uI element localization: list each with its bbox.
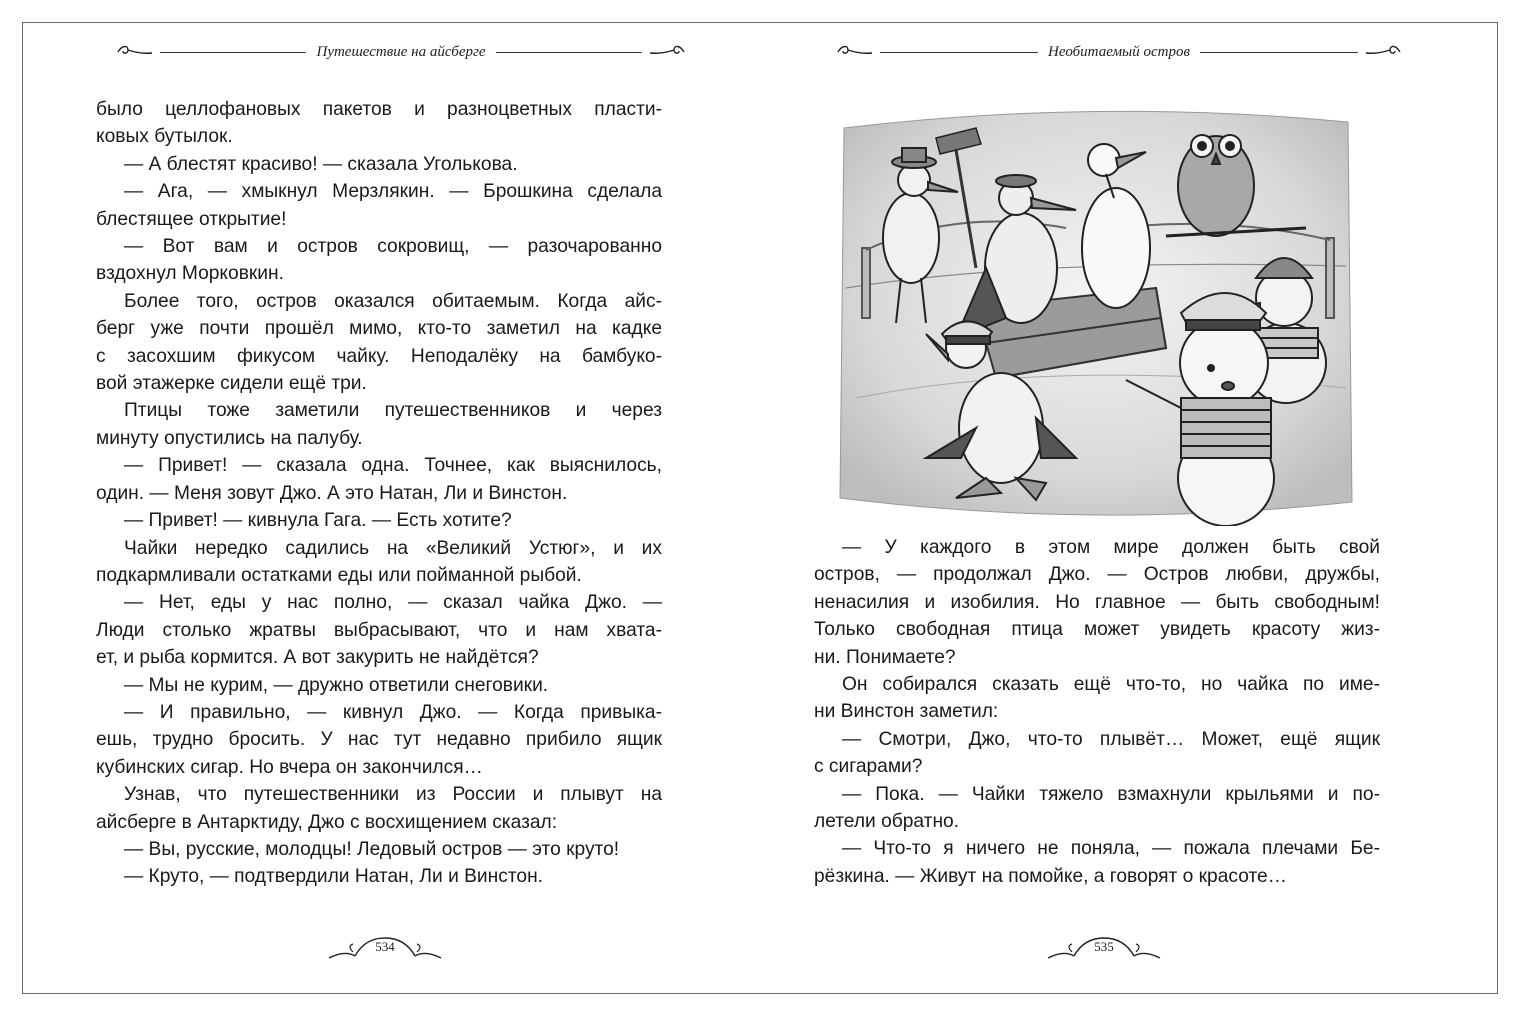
header-rule	[1200, 52, 1358, 53]
text-line: — Привет! — кивнула Гага. — Есть хотите?	[124, 510, 512, 532]
text-line: Люди столько жратвы выбрасывают, что и нам хвата-	[96, 619, 662, 641]
text-line: — Привет! — сказала одна. Точнее, как выяснилось,	[124, 455, 662, 477]
text-line: рёзкина. — Живут на помойке, а говорят о красоте…	[814, 865, 1287, 887]
text-line: Узнав, что путешественники из России и плывут на	[124, 784, 662, 806]
text-line: ет, и рыба кормится. А вот закурить не найдётся?	[96, 647, 539, 669]
left-page-number	[325, 932, 445, 962]
left-header-title: Путешествие на айсберге	[316, 43, 486, 60]
text-line: ковых бутылок.	[96, 126, 233, 148]
text-line: — Мы не курим, — дружно ответили снеговики.	[124, 674, 549, 696]
text-line: блестящее открытие!	[96, 208, 287, 230]
text-line: — Вот вам и остров сокровищ, — разочарованно	[124, 236, 662, 258]
text-line: айсберге в Антарктиду, Джо с восхищением сказал:	[96, 811, 558, 833]
text-line: кубинских сигар. Но вчера он закончился…	[96, 756, 483, 778]
text-line: ни. Понимаете?	[814, 646, 956, 668]
left-page-text	[96, 96, 662, 891]
text-line: с засохшим фикусом чайку. Неподалёку на бамбуко-	[96, 345, 662, 367]
text-line: — А блестят красиво! — сказала Уголькова.	[124, 153, 518, 175]
text-line: — Нет, еды у нас полно, — сказал чайка Джо. —	[124, 592, 662, 614]
text-line: — Круто, — подтвердили Натан, Ли и Винстон.	[124, 866, 544, 888]
text-line: с сигарами?	[814, 756, 923, 778]
right-page-number	[1044, 932, 1164, 962]
right-running-header	[836, 40, 1402, 64]
right-page-text	[814, 534, 1380, 890]
text-line: ешь, трудно бросить. У нас тут недавно прибило ящик	[96, 729, 662, 751]
text-line: — Ага, — хмыкнул Мерзлякин. — Брошкина сделала	[124, 181, 662, 203]
header-flourish-left-icon	[116, 43, 154, 61]
text-line: вой этажерке сидели ещё три.	[96, 373, 367, 395]
text-line: — Вы, русские, молодцы! Ледовый остров — это круто!	[124, 838, 620, 860]
seagulls-and-snowmen-illustration	[836, 98, 1356, 526]
header-flourish-left-icon	[836, 43, 874, 61]
text-line: один. — Меня зовут Джо. А это Натан, Ли и Винстон.	[96, 482, 568, 504]
text-line: — Что-то я ничего не поняла, — пожала плечами Бе-	[842, 838, 1380, 860]
text-line: Птицы тоже заметили путешественников и через	[124, 400, 662, 422]
text-line: ненасилия и изобилия. Но главное — быть свободным!	[814, 591, 1380, 613]
text-line: вздохнул Морковкин.	[96, 263, 284, 285]
text-line: — Смотри, Джо, что-то плывёт… Может, ещё ящик	[842, 728, 1380, 750]
header-rule	[496, 52, 642, 53]
left-running-header	[116, 40, 686, 64]
header-flourish-right-icon	[648, 43, 686, 61]
right-header-title: Необитаемый остров	[1048, 43, 1190, 60]
header-rule	[880, 52, 1038, 53]
header-rule	[160, 52, 306, 53]
text-line: — У каждого в этом мире должен быть свой	[842, 537, 1380, 558]
text-line: — И правильно, — кивнул Джо. — Когда привыка-	[124, 701, 662, 723]
text-line: Более того, остров оказался обитаемым. Когда айс-	[124, 290, 662, 312]
text-line: было целлофановых пакетов и разноцветных пласти-	[96, 99, 662, 120]
text-line: летели обратно.	[814, 811, 960, 833]
text-line: берг уже почти прошёл мимо, кто-то заметил на кадке	[96, 318, 662, 340]
text-line: — Пока. — Чайки тяжело взмахнули крыльями и по-	[842, 783, 1380, 805]
text-line: минуту опустились на палубу.	[96, 427, 363, 449]
text-line: Он собирался сказать ещё что-то, но чайка по име-	[842, 674, 1380, 696]
text-line: подкармливали остатками еды или пойманной рыбой.	[96, 564, 582, 586]
text-line: остров, — продолжал Джо. — Остров любви, дружбы,	[814, 564, 1380, 586]
header-flourish-right-icon	[1364, 43, 1402, 61]
text-line: ни Винстон заметил:	[814, 701, 999, 723]
page-number-text: 534	[375, 939, 395, 954]
text-line: Чайки нередко садились на «Великий Устюг», и их	[124, 537, 662, 559]
text-line: Только свободная птица может увидеть красоту жиз-	[814, 619, 1380, 641]
page-number-text: 535	[1094, 939, 1114, 954]
